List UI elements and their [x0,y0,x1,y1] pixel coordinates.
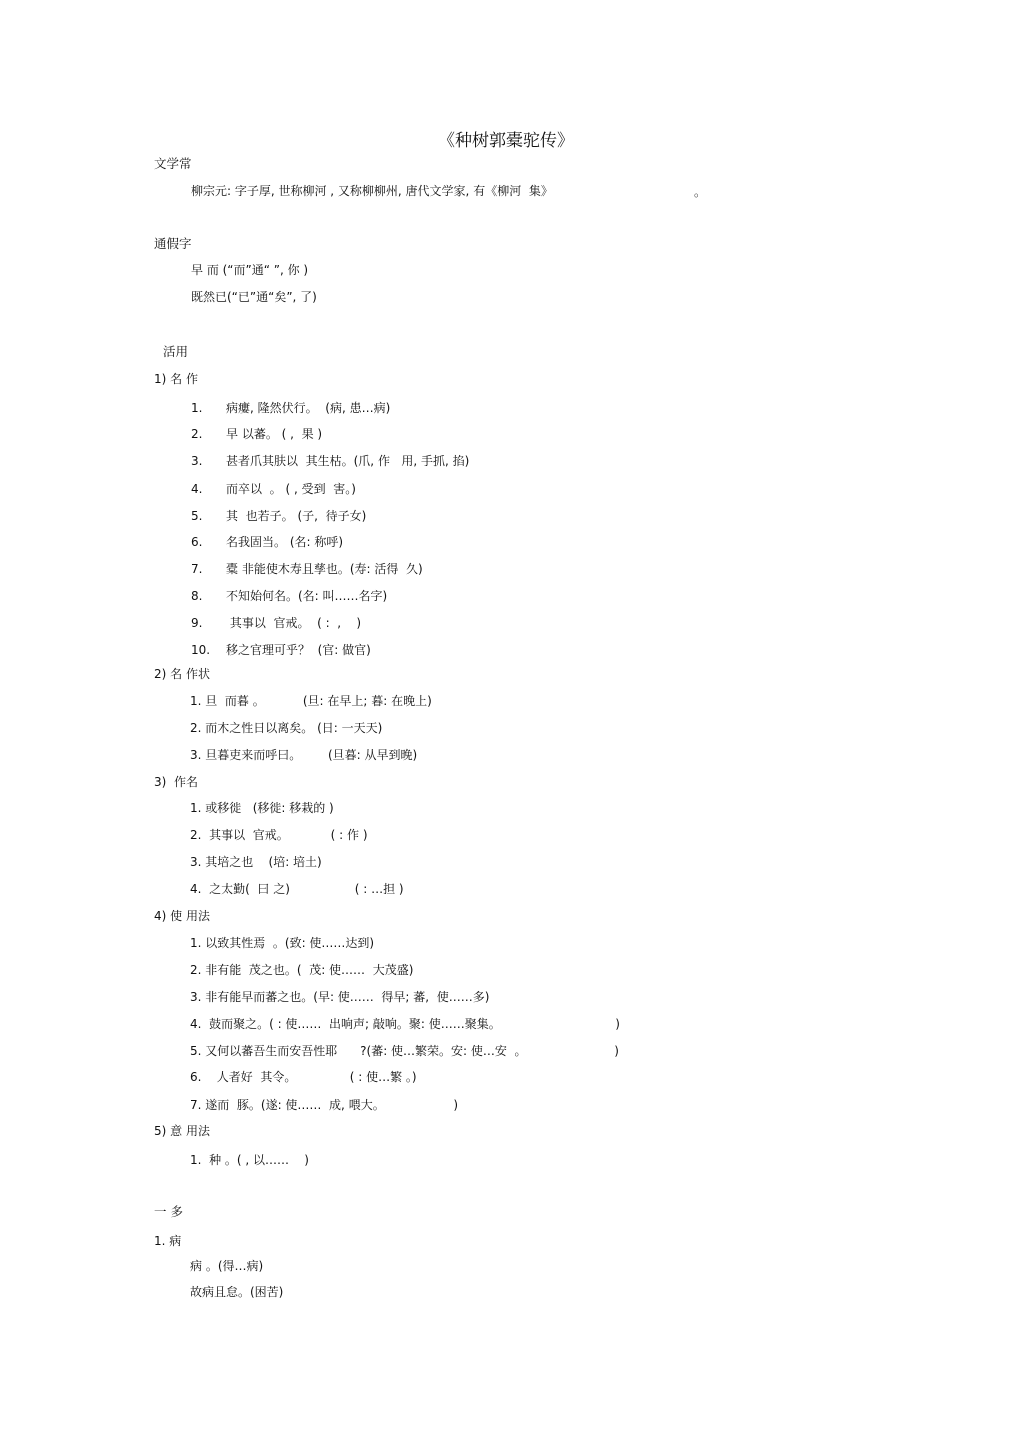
tongjia-item: 既然已(“已”通“矣”, 了) [191,290,317,304]
list-item: 不知始何名。(名: 叫……名字) [226,589,388,603]
list-item: 1. 旦 而暮 。 (旦: 在早上; 暮: 在晚上) [190,694,432,708]
list-item: 病 。(得…病) [190,1259,264,1273]
list-item: 病瘻, 隆然伏行。 (病, 患…病) [226,401,391,415]
list-item-number: 10. [191,643,211,657]
list-item-number: 4. [191,482,203,496]
list-item-number: 9. [191,616,203,630]
list-item: 1. 种 。( , 以…… ) [190,1153,309,1167]
subsection-heading: 1) 名 作 [154,372,198,386]
list-item-number: 5. [191,509,203,523]
list-item-number: 3. [191,454,203,468]
list-item: 2. 非有能 茂之也。( 茂: 使…… 大茂盛) [190,963,414,977]
literature-text: 柳宗元: 字子厚, 世称柳河 , 又称柳柳州, 唐代文学家, 有《柳河 集》 [191,184,553,198]
list-item: 故病且怠。(困苦) [190,1285,284,1299]
list-item: 其事以 官戒。 ( : , ) [226,616,361,630]
list-item: 名我固当。 (名: 称呼) [226,535,344,549]
list-item: 4. 鼓而聚之。( : 使…… 出响声; 敲响。聚: 使……聚集。 ) [190,1017,620,1031]
list-item: 6. 人者好 其令。 ( : 使…繁 。) [190,1070,417,1084]
section-heading-literature: 文学常 [154,156,192,171]
list-item: 4. 之太勤( 曰 之) ( : …担 ) [190,882,404,896]
list-item: 3. 旦暮吏来而呼曰。 (旦暮: 从早到晚) [190,748,418,762]
subsection-heading: 3) 作名 [154,775,198,789]
list-item: 1. 以致其性焉 。(致: 使……达到) [190,936,375,950]
section-heading-tongjia: 通假字 [154,236,192,251]
literature-period: 。 [694,185,707,199]
list-item: 3. 其培之也 (培: 培土) [190,855,322,869]
list-item-number: 1. [191,401,203,415]
list-item: 5. 又何以蕃吾生而安吾性耶 ?(蕃: 使…繁荣。安: 使…安 。 ) [190,1044,619,1058]
list-item: 移之官理可乎？ (官: 做官) [226,643,371,657]
list-item: 早 以蕃。 ( , 果 ) [226,427,323,441]
list-item: 其 也若子。 (子, 待子女) [226,509,367,523]
list-item: 3. 非有能早而蕃之也。(早: 使…… 得早; 蕃, 使……多) [190,990,490,1004]
tongjia-item: 早 而 (“而”通“ ”, 你 ) [191,263,309,277]
list-item: 1. 或移徙 (移徙: 移栽的 ) [190,801,334,815]
list-item: 2. 而木之性日以离矣。 (日: 一天天) [190,721,383,735]
list-item-number: 6. [191,535,203,549]
list-item: 而卒以 。 ( , 受到 害。) [226,482,356,496]
list-item-number: 8. [191,589,203,603]
list-item: 7. 遂而 豚。(遂: 使…… 成, 喂大。 ) [190,1098,459,1112]
subsection-heading: 2) 名 作状 [154,667,210,681]
section-heading-huoyong: 活用 [163,344,189,359]
subsection-heading: 5) 意 用法 [154,1124,210,1138]
list-item: 甚者爪其肤以 其生枯。(爪, 作 用, 手抓, 掐) [226,454,470,468]
list-item: 橐 非能使木寿且孳也。(寿: 活得 久) [226,562,423,576]
list-item: 2. 其事以 官戒。 ( : 作 ) [190,828,368,842]
subsection-heading: 1. 病 [154,1234,182,1248]
list-item-number: 2. [191,427,203,441]
document-title: 《种树郭橐驼传》 [438,131,574,151]
subsection-heading: 4) 使 用法 [154,909,210,923]
list-item-number: 7. [191,562,203,576]
section-heading-yiduo: 一 多 [154,1204,183,1219]
